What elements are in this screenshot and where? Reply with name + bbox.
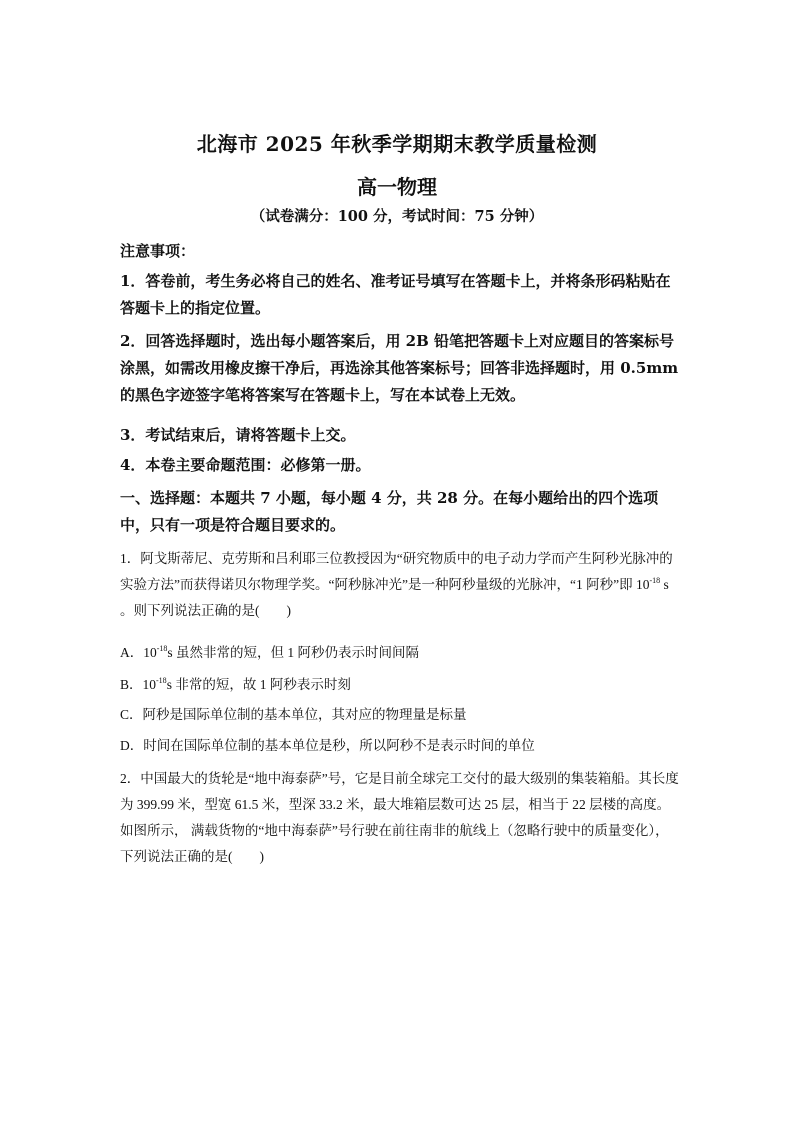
section-heading: 一、选择题：本题共 7 小题，每小题 4 分，共 28 分。在每小题给出的四个选项中，只有一项是符合题目要求的。 [120,489,659,534]
q1-option-b [120,672,680,698]
q1-option-b-post: s 非常的短，故 1 阿秒表示时刻 [166,677,351,692]
exam-info: （试卷满分：100 分，考试时间：75 分钟） [250,208,544,225]
q1-option-a-post: s 虽然非常的短，但 1 阿秒仍表示时间间隔 [167,645,420,660]
note-item-4: 4．本卷主要命题范围：必修第一册。 [120,456,371,474]
exam-title: 北海市 2025 年秋季学期期末教学质量检测 [196,132,598,156]
q1-stem-exponent: -18 [649,576,661,585]
note-item-2: 2．回答选择题时，选出每小题答案后，用 2B 铅笔把答题卡上对应题目的答案标号涂黑，如需改用橡皮擦干净后，再选涂其他答案标号；回答非选择题时，用 0.5mm 的黑色字迹签字笔将答案写在答题卡上，写在本试卷上无效。 [120,332,679,404]
note-item-1: 1．答卷前，考生务必将自己的姓名、准考证号填写在答题卡上，并将条形码粘贴在答题卡上的指定位置。 [120,272,671,317]
q1-stem-part1: 1．阿戈斯蒂尼、克劳斯和吕利耶三位教授因为“研究物质中的电子动力学而产生阿秒光脉冲的实验方法”而获得诺贝尔物理学奖。“阿秒脉冲光”是一种阿秒量级的光脉冲，“1 阿秒”即 10 [120,551,673,592]
notes-heading: 注意事项： [120,242,196,260]
q1-option-a-pre: A．10 [120,645,157,660]
question-1-stem [120,546,680,624]
q1-option-b-pre: B．10 [120,677,157,692]
q1-option-b-exponent: -18 [156,676,167,685]
question-2-stem: 2．中国最大的货轮是“地中海泰萨”号，它是目前全球完工交付的最大级别的集装箱船。其长度为 399.99 米，型宽 61.5 米，型深 33.2 米，最大堆箱层数可达 25 层，相当于 22 层楼的高度。如图所示， 满载货物的“地中海泰萨”号行驶在前往南非的航线上（忽略行驶中的质量变化），下列说法正确的是( ) [120,771,679,864]
q1-option-a [120,640,680,666]
note-item-3: 3．考试结束后，请将答题卡上交。 [120,426,356,444]
subject-title: 高一物理 [357,175,437,199]
q1-stem-part2: s 。则下列说法正确的是( ) [120,577,669,618]
q1-option-d: D．时间在国际单位制的基本单位是秒，所以阿秒不是表示时间的单位 [120,738,535,753]
q1-option-a-exponent: -18 [156,644,168,653]
q1-option-c: C．阿秒是国际单位制的基本单位，其对应的物理量是标量 [120,707,467,722]
